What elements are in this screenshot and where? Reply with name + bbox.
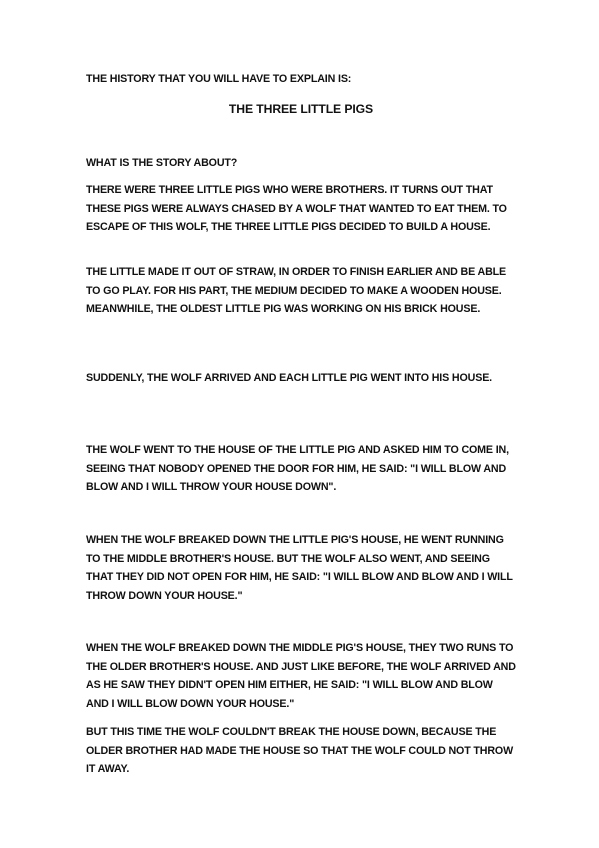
paragraph-6: WHEN THE WOLF BREAKED DOWN THE MIDDLE PIG'S HOUSE, THEY TWO RUNS TO THE OLDER BROTHER'S HOUSE. AND JUST LIKE BEFORE, THE WOLF ARRIVED AND AS HE SAW THEY DIDN'T OPEN HIM EITHER, HE SAID: "I WILL BLOW AND BLOW AND I WILL BLOW DOWN YOUR HOUSE."	[86, 642, 516, 710]
paragraph-2: THE LITTLE MADE IT OUT OF STRAW, IN ORDER TO FINISH EARLIER AND BE ABLE TO GO PLAY. FOR HIS PART, THE MEDIUM DECIDED TO MAKE A WOODEN HOUSE. MEANWHILE, THE OLDEST LITTLE PIG WAS WORKING ON HIS BRICK HOUSE.	[86, 266, 507, 315]
section-heading: WHAT IS THE STORY ABOUT?	[86, 157, 238, 169]
paragraph-3: SUDDENLY, THE WOLF ARRIVED AND EACH LITTLE PIG WENT INTO HIS HOUSE.	[86, 372, 492, 384]
paragraph-4: THE WOLF WENT TO THE HOUSE OF THE LITTLE PIG AND ASKED HIM TO COME IN, SEEING THAT NOBODY OPENED THE DOOR FOR HIM, HE SAID: "I WILL BLOW AND BLOW AND I WILL THROW YOUR HOUSE DOWN".	[86, 444, 509, 493]
story-title: THE THREE LITTLE PIGS	[228, 102, 374, 116]
paragraph-5: WHEN THE WOLF BREAKED DOWN THE LITTLE PIG'S HOUSE, HE WENT RUNNING TO THE MIDDLE BROTHER'S HOUSE. BUT THE WOLF ALSO WENT, AND SEEING THAT THEY DID NOT OPEN FOR HIM, HE SAID: "I WILL BLOW AND BLOW AND I WILL THROW DOWN YOUR HOUSE."	[86, 534, 513, 602]
paragraph-7: BUT THIS TIME THE WOLF COULDN'T BREAK THE HOUSE DOWN, BECAUSE THE OLDER BROTHER HAD MADE THE HOUSE SO THAT THE WOLF COULD NOT THROW IT AWAY.	[86, 726, 514, 775]
intro-line: THE HISTORY THAT YOU WILL HAVE TO EXPLAIN IS:	[86, 73, 352, 85]
paragraph-1: THERE WERE THREE LITTLE PIGS WHO WERE BROTHERS. IT TURNS OUT THAT THESE PIGS WERE ALWAYS CHASED BY A WOLF THAT WANTED TO EAT THEM. TO ESCAPE OF THIS WOLF, THE THREE LITTLE PIGS DECIDED TO BUILD A HOUSE.	[86, 184, 507, 233]
